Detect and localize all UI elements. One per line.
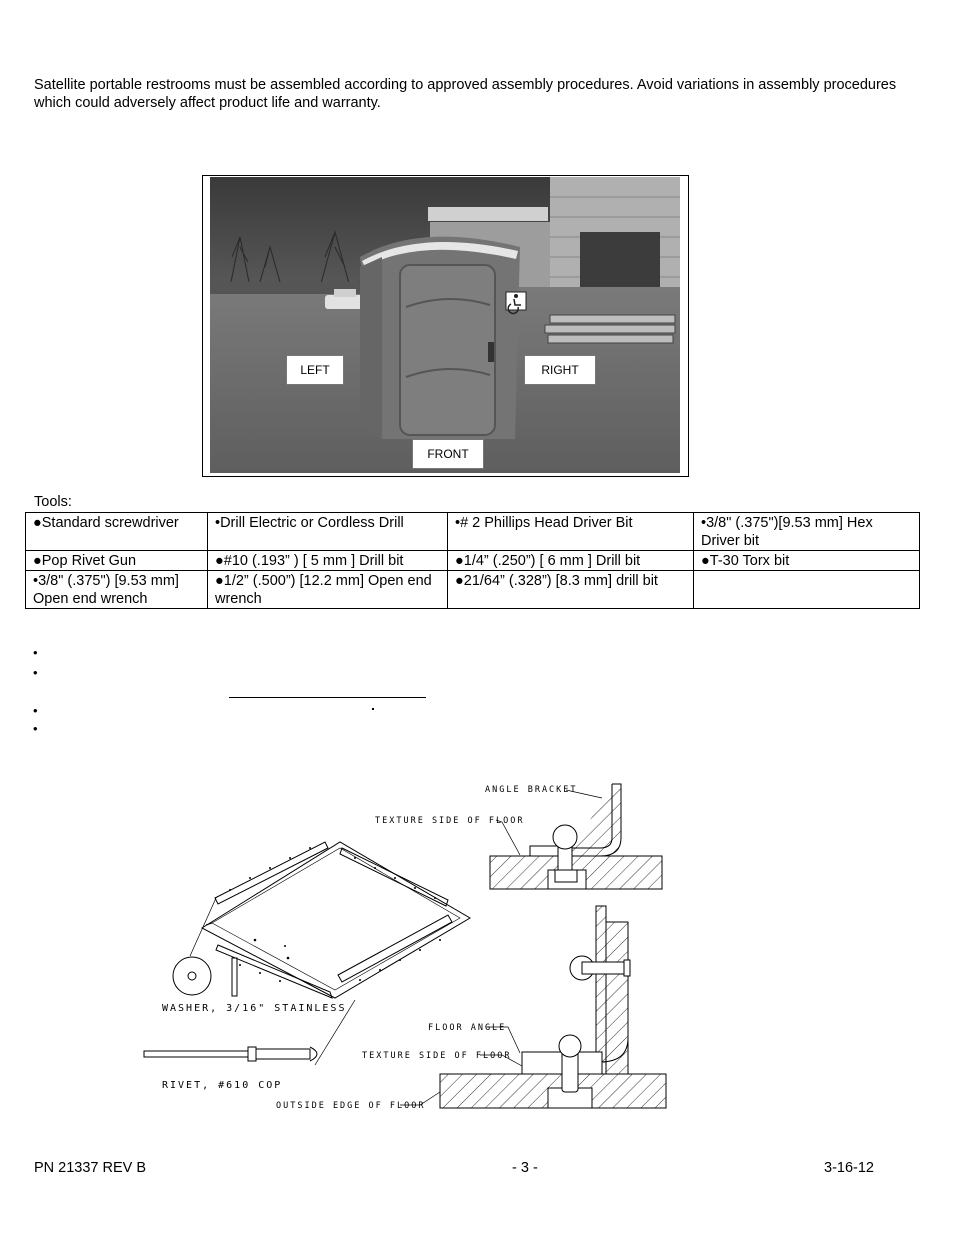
label-texture-side-bottom: TEXTURE SIDE OF FLOOR: [362, 1051, 512, 1061]
label-floor-angle: FLOOR ANGLE: [428, 1023, 507, 1033]
tool-cell: ●1/2” (.500”) [12.2 mm] Open end wrench: [208, 571, 448, 609]
bullet: •: [33, 703, 38, 718]
label-washer: WASHER, 3/16" STAINLESS: [162, 1003, 347, 1014]
tools-label: Tools:: [34, 494, 72, 510]
tool-cell: ●21/64” (.328”) [8.3 mm] drill bit: [448, 571, 694, 609]
tool-cell: ●Standard screwdriver: [26, 513, 208, 551]
footer-page-number: - 3 -: [512, 1160, 538, 1176]
bullet: •: [33, 645, 38, 660]
restroom-photo: [210, 177, 680, 473]
table-row: [26, 571, 920, 609]
tool-cell: [694, 571, 920, 609]
label-texture-side-top: TEXTURE SIDE OF FLOOR: [375, 816, 525, 826]
label-front: FRONT: [412, 439, 484, 469]
footer-part-number: PN 21337 REV B: [34, 1160, 147, 1176]
bullet: •: [33, 665, 38, 680]
tool-cell: ●#10 (.193” ) [ 5 mm ] Drill bit: [208, 551, 448, 571]
label-angle-bracket: ANGLE BRACKET: [485, 785, 578, 795]
table-row: [26, 513, 920, 551]
period-mark: [372, 708, 374, 710]
label-rivet: RIVET, #610 COP: [162, 1080, 283, 1091]
label-right: RIGHT: [524, 355, 596, 385]
underline-rule: [229, 697, 426, 698]
restroom-photo-frame: [202, 175, 689, 477]
bullet: •: [33, 721, 38, 736]
floor-assembly-drawing: [130, 770, 690, 1120]
table-row: [26, 551, 920, 571]
tool-cell: •3/8" (.375") [9.53 mm] Open end wrench: [26, 571, 208, 609]
rivet-shape: [144, 1047, 317, 1061]
intro-paragraph: Satellite portable restrooms must be assembled according to approved assembly procedures. Avoid variations in assembly procedures which could adversely affect product life and warranty.: [34, 77, 897, 111]
tool-cell: ●Pop Rivet Gun: [26, 551, 208, 571]
tool-cell: ●1/4” (.250”) [ 6 mm ] Drill bit: [448, 551, 694, 571]
floor-panel-iso: [202, 842, 470, 998]
footer-date: 3-16-12: [824, 1160, 874, 1176]
tool-cell: •Drill Electric or Cordless Drill: [208, 513, 448, 551]
tool-cell: ●T-30 Torx bit: [694, 551, 920, 571]
tool-cell: •3/8" (.375")[9.53 mm] Hex Driver bit: [694, 513, 920, 551]
label-left: LEFT: [286, 355, 344, 385]
tool-cell: •# 2 Phillips Head Driver Bit: [448, 513, 694, 551]
label-outside-edge: OUTSIDE EDGE OF FLOOR: [276, 1101, 426, 1111]
tools-table: [25, 512, 920, 609]
